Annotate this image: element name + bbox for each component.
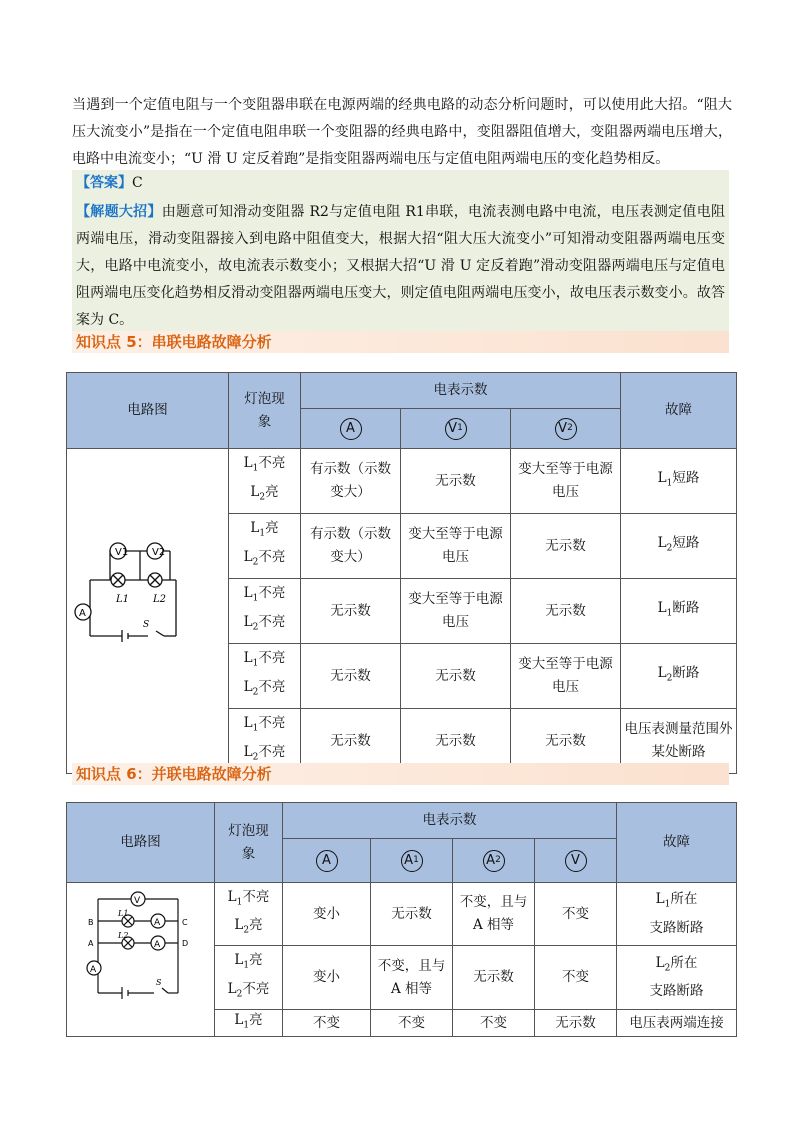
p-a-label: A [89,965,96,975]
section-5-title: 知识点 5：串联电路故障分析 [72,331,729,353]
p-ammeter-icon: A [316,850,338,872]
p-header-circuit: 电路图 [67,803,215,883]
s6-row2-a1: 不变，且与 A 相等 [371,946,453,1009]
s6-row3-v: 无示数 [535,1009,617,1036]
p-voltmeter [131,892,145,906]
parallel-circuit-diagram [67,883,215,1037]
solution-text [72,197,729,338]
s5-row2-fault: $L_2$短路 [621,514,737,579]
s5-row2-v1: 变大至等于电源电压 [401,514,511,579]
p-header-a1 [371,839,453,883]
l2-label: L2 [152,594,166,605]
s5-row3-bulb: $L_1$不亮 $L_2$不亮 [229,579,301,644]
s5-row3-v2: 无示数 [511,579,621,644]
p-l2-label: L2 [117,931,128,940]
answer-box [72,170,729,338]
s5-row1-fault: $L_1$短路 [621,449,737,514]
s5-row2-v2: 无示数 [511,514,621,579]
p-v-label: V [133,896,140,906]
s5-row5-v2: 无示数 [511,709,621,774]
s5-row3-fault: $L_1$断路 [621,579,737,644]
s6-row1-bulb: $L_1$不亮 $L_2$亮 [215,883,283,946]
p-node-c: C [181,918,188,927]
s6-row2-a: 变小 [283,946,371,1009]
header-fault: 故障 [621,373,737,449]
intro-paragraph: 当遇到一个定值电阻与一个变阻器串联在电源两端的经典电路的动态分析问题时，可以使用此大招。“阻大压大流变小”是指在一个定值电阻串联一个变阻器的经典电路中，变阻器阻值增大，变阻器两端电压增大，电路中电流变小；“U 滑 U 定反着跑”是指变阻器两端电压与定值电阻两端电压的变化趋势相反。 [72,97,732,167]
series-circuit-svg [68,449,228,765]
s5-row3-v1: 变大至等于电源电压 [401,579,511,644]
s5-row5-v1: 无示数 [401,709,511,774]
section-6-title: 知识点 6：并联电路故障分析 [72,763,729,785]
s6-row3-a2: 不变 [453,1009,535,1036]
series-fault-table [66,372,737,774]
p-switch-label: S [155,978,161,987]
parallel-circuit-svg [68,883,214,1028]
answer-value: C [132,175,143,191]
s5-row4-v2: 变大至等于电源电压 [511,644,621,709]
header-bulb: 灯泡现象 [229,373,301,449]
v1-meter [110,543,128,559]
bulb-l2 [148,573,162,587]
series-ammeter-label: A [78,608,86,619]
s6-row2-v: 不变 [535,946,617,1009]
header-voltmeter-1 [401,409,511,449]
s5-row4-bulb: $L_1$不亮 $L_2$不亮 [229,644,301,709]
p-header-a2 [453,839,535,883]
s6-row2-a2: 无示数 [453,946,535,1009]
p-voltmeter-icon: V [565,850,587,872]
s6-row2-fault: $L_2$所在 支路断路 [617,946,737,1009]
p-header-a [283,839,371,883]
p-header-meters: 电表示数 [283,803,617,839]
s5-row4-v1: 无示数 [401,644,511,709]
header-voltmeter-2 [511,409,621,449]
s6-row2-bulb: $L_1$亮 $L_2$不亮 [215,946,283,1009]
p-header-bulb: 灯泡现象 [215,803,283,883]
s6-row1-a: 变小 [283,883,371,946]
s5-row1-v2: 变大至等于电源电压 [511,449,621,514]
s5-row1-bulb: $L_1$不亮 $L_2$亮 [229,449,301,514]
s5-row5-fault: 电压表测量范围外某处断路 [621,709,737,774]
solution-body: 由题意可知滑动变阻器 R2与定值电阻 R1串联，电流表测电路中电流，电压表测定值电阻两端电压，滑动变阻器接入到电路中阻值变大，根据大招“阻大压大流变小”可知滑动变阻器两端电压变大，电路中电流变小，故电流表示数变小；又根据大招“U 滑 U 定反着跑”滑动变阻器两端电压与定值电阻两端电压变化趋势相反滑动变阻器两端电压变大，则定值电阻两端电压变小，故电压表示数变小。故答案为 C。 [76,204,726,328]
s6-row1-a2: 不变，且与 A 相等 [453,883,535,946]
p-a2-label: A [153,940,160,950]
p-a1-label: A [153,918,160,928]
p-ammeter-2 [151,936,165,950]
s5-row3-a: 无示数 [301,579,401,644]
p-ammeter-1-icon: A 1 [401,850,423,872]
bulb-l1 [111,573,125,587]
ammeter-icon: A [340,418,362,440]
p-l1-label: L1 [117,909,128,918]
voltmeter-2-icon: V 2 [555,418,577,440]
voltmeter-1-icon: V 1 [445,418,467,440]
solution-tag: 【解题大招】 [76,204,162,220]
series-ammeter [75,604,91,620]
header-ammeter [301,409,401,449]
s5-row4-fault: $L_2$断路 [621,644,737,709]
p-ammeter-2-icon: A 2 [483,850,505,872]
v1-label: V1 [114,547,128,558]
v2-meter [147,543,165,559]
s5-row2-a: 有示数（示数变大） [301,514,401,579]
answer-line [72,170,729,197]
p-header-v [535,839,617,883]
s6-row3-bulb: $L_1$亮 [215,1009,283,1036]
s6-row1-a1: 无示数 [371,883,453,946]
s6-row3-a1: 不变 [371,1009,453,1036]
s6-row1-fault: $L_1$所在 支路断路 [617,883,737,946]
s5-row5-bulb: $L_1$不亮 $L_2$不亮 [229,709,301,774]
s5-row5-a: 无示数 [301,709,401,774]
v2-label: V2 [151,547,165,558]
p-node-b: B [87,918,93,927]
p-main-ammeter [87,961,101,975]
series-circuit-diagram [67,449,229,774]
p-node-a: A [87,939,93,948]
s5-row1-v1: 无示数 [401,449,511,514]
answer-tag: 【答案】 [76,175,132,191]
switch-label: S [142,620,149,630]
s5-row4-a: 无示数 [301,644,401,709]
header-circuit: 电路图 [67,373,229,449]
parallel-fault-table [66,802,737,1037]
p-header-fault: 故障 [617,803,737,883]
s5-row2-bulb: $L_1$亮 $L_2$不亮 [229,514,301,579]
s6-row1-v: 不变 [535,883,617,946]
s5-row1-a: 有示数（示数变大） [301,449,401,514]
header-meters: 电表示数 [301,373,621,409]
s6-row3-a: 不变 [283,1009,371,1036]
l1-label: L1 [115,594,129,605]
s6-row3-fault: 电压表两端连接 [617,1009,737,1036]
p-ammeter-1 [151,914,165,928]
p-node-d: D [181,939,188,948]
